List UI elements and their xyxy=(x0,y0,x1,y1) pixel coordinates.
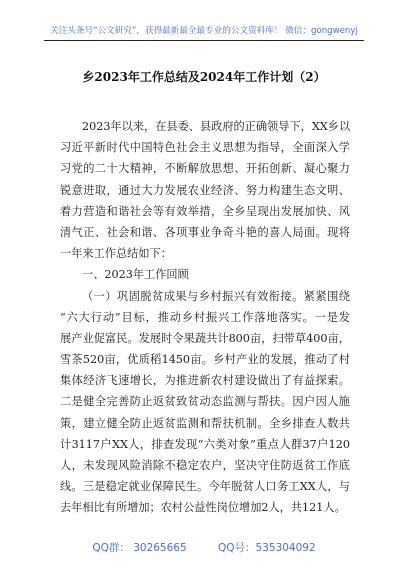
qq-number-text: QQ号：535304092 xyxy=(218,542,316,554)
qq-group-text: QQ群： 30265665 xyxy=(92,542,187,554)
text-line: 集体经济飞速增长，为推进新农村建设做出了有益探索。 xyxy=(60,374,350,388)
text-line: 锐意进取，通过大力发展农业经济、努力构建生态文明、 xyxy=(60,183,350,197)
text-line: 去年相比有所增加；农村公益性岗位增加2人，共121人。 xyxy=(60,501,346,515)
contact-footer xyxy=(0,540,408,555)
text-line: 雪茶520亩，优质稻1450亩。乡村产业的发展，推动了村 xyxy=(60,353,350,367)
promo-banner: 关注头条号“公文研究”，获得最新最全最专业的公文资料库！ 微信：gongwenyj xyxy=(50,26,358,36)
text-line: （一）巩固脱贫成果与乡村振兴有效衔接。紧紧围绕 xyxy=(82,289,350,303)
text-line: 着力营造和谐社会等有效举措，全乡呈现出发展加快、风 xyxy=(60,204,350,218)
section-heading: 一、2023年工作回顾 xyxy=(82,268,189,282)
header-divider xyxy=(44,40,364,41)
text-line: 策，建立健全防止返贫监测和帮扶机制。全乡排查人数共 xyxy=(60,416,350,430)
text-line: 线。三是稳定就业保障民生。今年脱贫人口务工XX人，与 xyxy=(60,480,350,494)
text-line: “六大行动”目标，推动乡村振兴工作落地落实。一是发 xyxy=(60,310,350,324)
text-line: 2023年以来，在县委、县政府的正确领导下，XX乡以 xyxy=(82,120,351,133)
text-line: 一年来工作总结如下： xyxy=(60,247,172,261)
text-line: 人，未发现风险消除不稳定农户，坚决守住防返贫工作底 xyxy=(60,459,350,472)
text-line: 二是健全完善防止返贫致贫动态监测与帮扶。因户因人施 xyxy=(60,395,350,409)
text-line: 展产业促富民。发展时令果蔬共计800亩，扫带草400亩， xyxy=(60,331,350,345)
document-title: 乡2023年工作总结及2024年工作计划（2） xyxy=(82,70,326,84)
text-line: 习近平新时代中国特色社会主义思想为指导，全面深入学 xyxy=(60,141,350,155)
text-line: 清气正、社会和谐、各项事业争奇斗艳的喜人局面。现将 xyxy=(60,225,350,239)
text-line: 计3117户XX人，排查发现“六类对象”重点人群37户120 xyxy=(60,437,350,451)
document-body xyxy=(60,116,350,519)
text-line: 习党的二十大精神，不断解放思想、开拓创新、凝心聚力 xyxy=(60,162,350,176)
